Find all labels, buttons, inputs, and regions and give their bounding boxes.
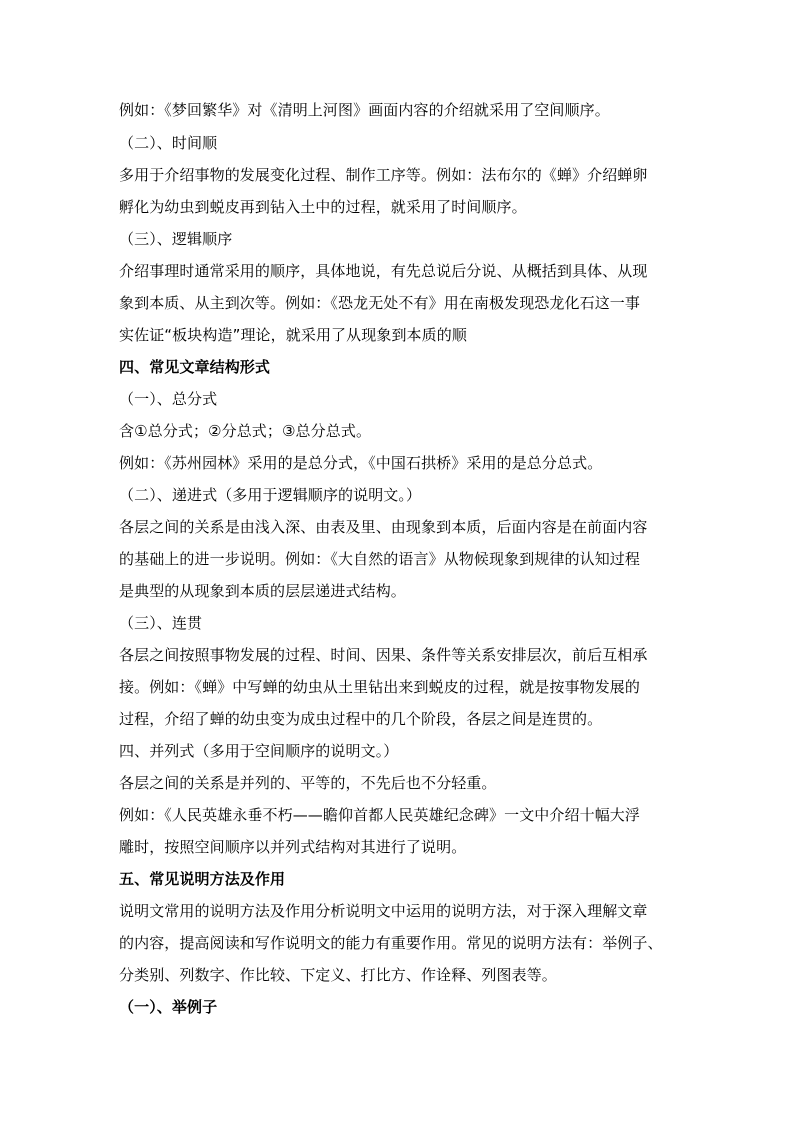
text-line: 介绍事理时通常采用的顺序，具体地说，有先总说后分说、从概括到具体、从现 [119,262,648,280]
text-line: 例如：《人民英雄永垂不朽——瞻仰首都人民英雄纪念碑》一文中介绍十幅大浮 [119,806,641,824]
section-subheading: 四、并列式（多用于空间顺序的说明文。） [119,742,399,760]
section-subheading: （三）、逻辑顺序 [119,230,233,248]
section-subheading: （二）、时间顺 [119,134,218,152]
text-line: 含①总分式；②分总式；③总分总式。 [119,422,372,440]
section-subheading: （二）、递进式（多用于逻辑顺序的说明文。） [119,486,422,504]
text-line: 象到本质、从主到次等。例如：《恐龙无处不有》用在南极发现恐龙化石这一事 [119,294,641,312]
text-line: 分类别、列数字、作比较、下定义、打比方、作诠释、列图表等。 [119,966,557,984]
text-line: 说明文常用的说明方法及作用分析说明文中运用的说明方法，对于深入理解文章 [119,902,648,920]
text-line: 各层之间的关系是并列的、平等的，不先后也不分轻重。 [119,774,497,792]
section-subheading: （一）、总分式 [119,390,218,408]
text-line: 的基础上的进一步说明。例如：《大自然的语言》从物候现象到规律的认知过程 [119,550,641,568]
section-heading: 四、常见文章结构形式 [119,358,271,376]
text-line: 实佐证“板块构造”理论，就采用了从现象到本质的顺 [119,326,467,344]
text-line: 是典型的从现象到本质的层层递进式结构。 [119,582,406,600]
text-line: 各层之间的关系是由浅入深、由表及里、由现象到本质，后面内容是在前面内容 [119,518,648,536]
text-line: 例如：《苏州园林》采用的是总分式，《中国石拱桥》采用的是总分总式。 [119,454,603,472]
section-subheading: （三）、连贯 [119,614,203,632]
text-line: 各层之间按照事物发展的过程、时间、因果、条件等关系安排层次，前后互相承 [119,646,648,664]
section-heading: 五、常见说明方法及作用 [119,870,286,888]
text-line: 接。例如：《蝉》中写蝉的幼虫从土里钻出来到蜕皮的过程，就是按事物发展的 [119,678,641,696]
text-line: 的内容，提高阅读和写作说明文的能力有重要作用。常见的说明方法有：举例子、 [119,934,663,952]
section-subheading: （一）、举例子 [119,998,218,1016]
text-line: 多用于介绍事物的发展变化过程、制作工序等。例如：法布尔的《蝉》介绍蝉卵 [119,166,648,184]
text-line: 雕时，按照空间顺序以并列式结构对其进行了说明。 [119,838,467,856]
text-line: 孵化为幼虫到蜕皮再到钻入土中的过程，就采用了时间顺序。 [119,198,527,216]
text-line: 例如：《梦回繁华》对《清明上河图》画面内容的介绍就采用了空间顺序。 [119,101,610,119]
text-line: 过程，介绍了蝉的幼虫变为成虫过程中的几个阶段，各层之间是连贯的。 [119,710,603,728]
